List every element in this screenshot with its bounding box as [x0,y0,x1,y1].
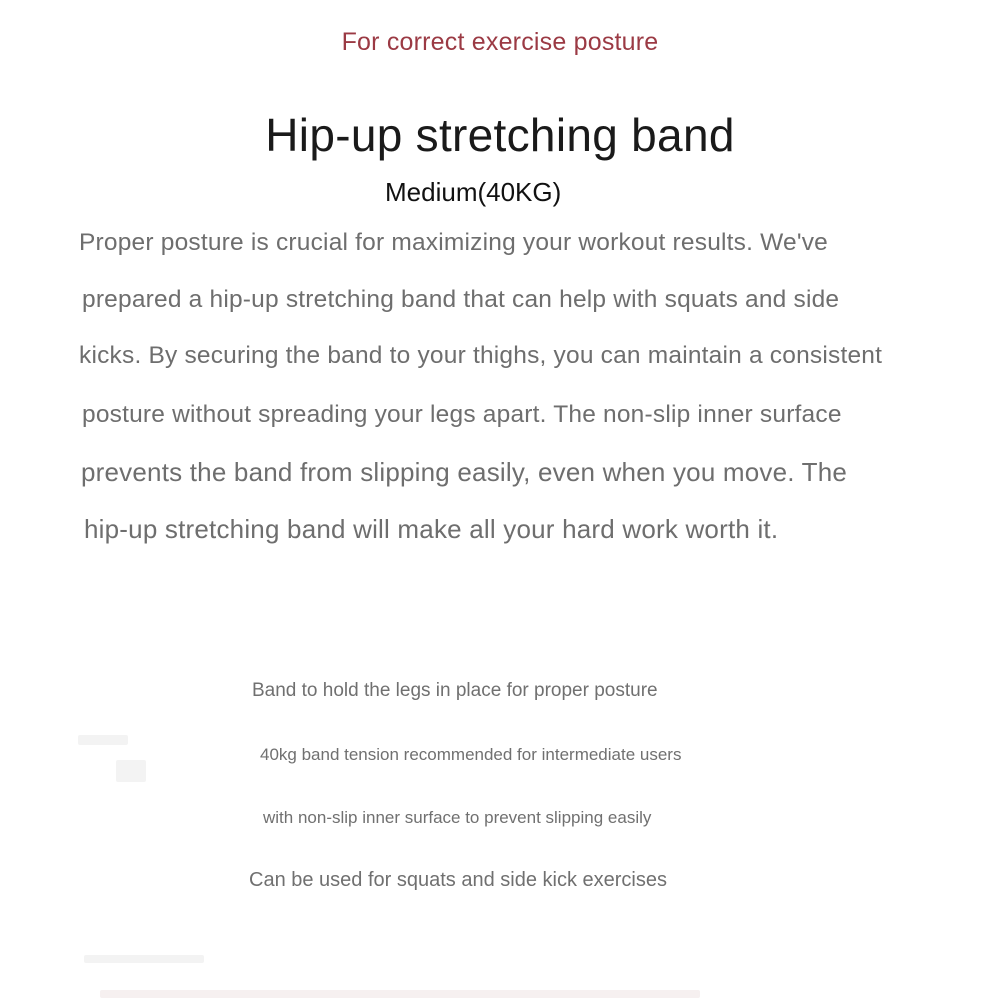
feature-item: Band to hold the legs in place for proper posture [252,680,658,701]
variant-label: Medium(40KG) [385,177,562,207]
feature-item: Can be used for squats and side kick exercises [249,869,667,891]
background-artifact [78,735,128,745]
description-line: prevents the band from slipping easily, even when you move. The [81,457,848,487]
feature-item: with non-slip inner surface to prevent slipping easily [263,808,652,827]
tagline: For correct exercise posture [341,28,659,56]
description-line: kicks. By securing the band to your thighs, you can maintain a consistent [79,342,883,369]
description-line: Proper posture is crucial for maximizing your workout results. We've [79,229,828,256]
feature-item: 40kg band tension recommended for intermediate users [260,745,682,764]
background-artifact [116,760,146,782]
background-artifact [100,990,700,998]
description-line: prepared a hip-up stretching band that can help with squats and side [82,286,840,313]
description-line: hip-up stretching band will make all your hard work worth it. [84,514,779,544]
page-title: Hip-up stretching band [265,109,735,161]
background-artifact [84,955,204,963]
description-line: posture without spreading your legs apart. The non-slip inner surface [82,401,842,428]
